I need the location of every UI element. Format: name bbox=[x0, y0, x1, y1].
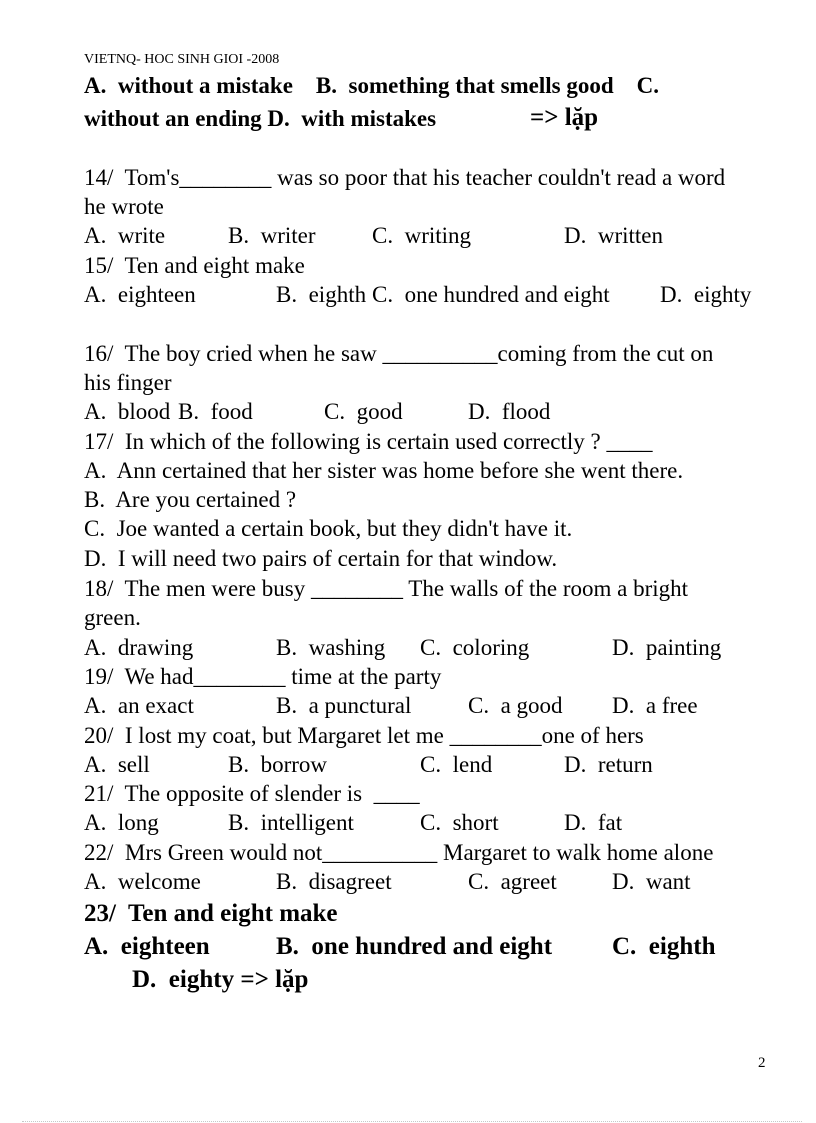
question-18-option-c: C. coloring bbox=[420, 635, 530, 660]
question-15-stem: 15/ Ten and eight make bbox=[84, 253, 305, 278]
question-23-option-b: B. one hundred and eight bbox=[276, 933, 553, 960]
question-23-stem: 23/ Ten and eight make bbox=[84, 900, 338, 927]
question-20-stem: 20/ I lost my coat, but Margaret let me ________one of hers bbox=[84, 723, 644, 748]
question-22-option-c: C. agreet bbox=[468, 869, 557, 894]
question-17-stem: 17/ In which of the following is certain used correctly ? ____ bbox=[84, 429, 653, 454]
question-20-option-b: B. borrow bbox=[228, 752, 328, 777]
question-21-stem: 21/ The opposite of slender is ____ bbox=[84, 781, 420, 806]
question-17-option-d: D. I will need two pairs of certain for that window. bbox=[84, 546, 558, 571]
question-20-option-a: A. sell bbox=[84, 752, 150, 777]
question-14-stem-cont: he wrote bbox=[84, 194, 164, 219]
question-19-option-c: C. a good bbox=[468, 693, 563, 718]
question-16-option-c: C. good bbox=[324, 399, 403, 424]
question-17-option-c: C. Joe wanted a certain book, but they didn't have it. bbox=[84, 516, 573, 541]
question-22-option-a: A. welcome bbox=[84, 869, 201, 894]
question-17-option-a: A. Ann certained that her sister was home before she went there. bbox=[84, 458, 684, 483]
question-21-option-d: D. fat bbox=[564, 810, 623, 835]
question-22-stem: 22/ Mrs Green would not__________ Margaret to walk home alone bbox=[84, 840, 714, 865]
question-19-option-d: D. a free bbox=[612, 693, 698, 718]
question-22-option-b: B. disagreet bbox=[276, 869, 392, 894]
question-20-option-d: D. return bbox=[564, 752, 653, 777]
repeat-tag: => lặp bbox=[530, 104, 599, 131]
question-15-option-a: A. eighteen bbox=[84, 282, 196, 307]
question-16-option-a: A. blood bbox=[84, 399, 171, 424]
footer-divider bbox=[22, 1121, 802, 1122]
question-18-option-d: D. painting bbox=[612, 635, 722, 660]
question-15-option-c: C. one hundred and eight bbox=[372, 282, 610, 307]
question-18-option-b: B. washing bbox=[276, 635, 386, 660]
question-14-stem: 14/ Tom's________ was so poor that his teacher couldn't read a word bbox=[84, 165, 726, 190]
question-19-option-a: A. an exact bbox=[84, 693, 194, 718]
question-18-stem: 18/ The men were busy ________ The walls of the room a bright bbox=[84, 576, 689, 601]
question-18-stem-cont: green. bbox=[84, 605, 141, 630]
question-23-option-c: C. eighth bbox=[612, 933, 716, 960]
question-23-option-a: A. eighteen bbox=[84, 933, 210, 960]
question-15-option-d: D. eighty bbox=[660, 282, 752, 307]
question-21-option-a: A. long bbox=[84, 810, 159, 835]
question-17-option-b: B. Are you certained ? bbox=[84, 487, 297, 512]
question-22-option-d: D. want bbox=[612, 869, 691, 894]
question-21-option-c: C. short bbox=[420, 810, 499, 835]
question-14-option-d: D. written bbox=[564, 223, 664, 248]
question-14-option-a: A. write bbox=[84, 223, 166, 248]
question-15-option-b: B. eighth bbox=[276, 282, 367, 307]
question-18-option-a: A. drawing bbox=[84, 635, 194, 660]
question-16-option-b: B. food bbox=[178, 399, 253, 424]
question-14-option-b: B. writer bbox=[228, 223, 316, 248]
question-16-option-d: D. flood bbox=[468, 399, 551, 424]
question-16-stem: 16/ The boy cried when he saw __________coming from the cut on bbox=[84, 341, 714, 366]
question-21-option-b: B. intelligent bbox=[228, 810, 354, 835]
question-23-option-d: D. eighty => lặp bbox=[132, 966, 309, 993]
question-19-stem: 19/ We had________ time at the party bbox=[84, 664, 442, 689]
question-20-option-c: C. lend bbox=[420, 752, 493, 777]
document-header: VIETNQ- HOC SINH GIOI -2008 bbox=[84, 52, 280, 67]
prev-question-options-line2: without an ending D. with mistakes bbox=[84, 106, 437, 131]
question-19-option-b: B. a punctural bbox=[276, 693, 412, 718]
page-number: 2 bbox=[758, 1055, 766, 1071]
question-16-stem-cont: his finger bbox=[84, 370, 172, 395]
question-14-option-c: C. writing bbox=[372, 223, 472, 248]
prev-question-options-line1: A. without a mistake B. something that smells good C. bbox=[84, 73, 660, 98]
